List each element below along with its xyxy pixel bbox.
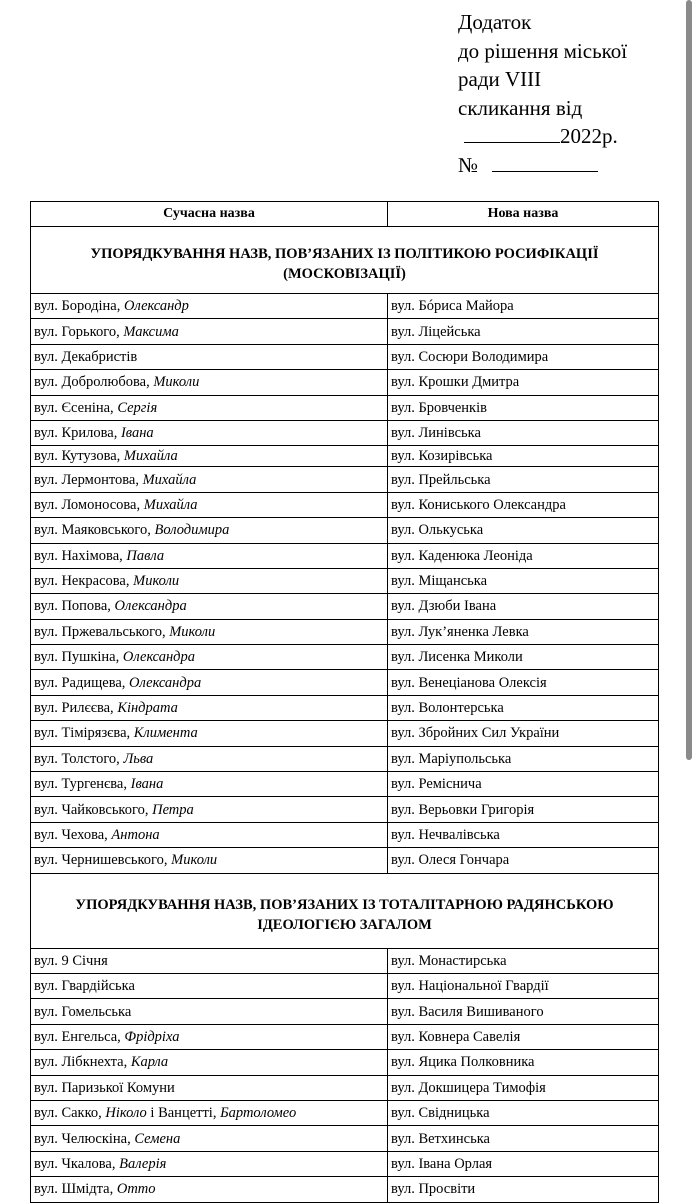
annex-line: Додаток [458, 10, 532, 34]
table-row [31, 395, 659, 420]
street-name: вул. Тімірязєва, [34, 725, 134, 742]
current-name-cell [31, 973, 388, 998]
current-name-cell [31, 370, 388, 395]
new-name-cell: вул. Нечвалівська [388, 822, 659, 847]
new-name-cell: вул. Козирівська [388, 446, 659, 467]
street-name: вул. Чернишевського, [34, 852, 172, 869]
current-name-cell [31, 467, 388, 492]
new-name-cell: вул. Кониського Олександра [388, 492, 659, 517]
person-given-name: Семена [134, 1130, 181, 1147]
table-row [31, 1075, 659, 1100]
table-row [31, 344, 659, 369]
current-name-cell [31, 420, 388, 445]
street-name: вул. Пушкіна, [34, 649, 123, 666]
annex-line: до рішення міської [458, 38, 628, 63]
table-row [31, 822, 659, 847]
person-given-name: Льва [123, 750, 154, 767]
scrollbar[interactable] [686, 0, 692, 760]
street-name: вул. Лермонтова, [34, 471, 143, 488]
new-name-cell: вул. Ковнера Савелія [388, 1024, 659, 1049]
table-row [31, 848, 659, 873]
current-name-cell [31, 822, 388, 847]
table-row [31, 670, 659, 695]
table-row [31, 594, 659, 619]
current-name-cell [31, 1177, 388, 1202]
new-name-cell: вул. Каденюка Леоніда [388, 543, 659, 568]
table-row [31, 319, 659, 344]
table-row [31, 619, 659, 644]
table-row [31, 1177, 659, 1202]
new-name-cell: вул. Крошки Дмитра [388, 370, 659, 395]
new-name-cell: вул. Линівська [388, 420, 659, 445]
section-header-row [31, 873, 659, 948]
new-name-cell: вул. Лисенка Миколи [388, 645, 659, 670]
current-name-cell [31, 344, 388, 369]
current-name-cell [31, 1024, 388, 1049]
current-name-cell [31, 594, 388, 619]
street-name: вул. Горького, [34, 323, 124, 340]
street-name: вул. Чайковського, [34, 801, 153, 818]
street-name: вул. Чкалова, [34, 1155, 120, 1172]
current-name-cell [31, 746, 388, 771]
section-title: УПОРЯДКУВАННЯ НАЗВ, ПОВ’ЯЗАНИХ ІЗ ПОЛІТИКОЮ РОСИФІКАЦІЇ (МОСКОВІЗАЦІЇ) [31, 227, 659, 294]
person-given-name: Бартоломео [220, 1105, 297, 1122]
annex-number-line [458, 151, 627, 180]
number-sign: № [458, 152, 479, 177]
new-name-cell: вул. Міщанська [388, 568, 659, 593]
current-name-cell [31, 518, 388, 543]
new-name-cell: вул. Збройних Сил України [388, 721, 659, 746]
street-name: вул. Лібкнехта, [34, 1054, 131, 1071]
person-given-name: Кіндрата [117, 700, 178, 717]
table-row [31, 294, 659, 319]
table-row [31, 446, 659, 467]
current-name-cell [31, 1100, 388, 1125]
street-name-part: і Ванцетті, [146, 1105, 221, 1122]
current-name-cell [31, 797, 388, 822]
annex-date-line [458, 122, 627, 151]
new-name-cell: вул. Волонтерська [388, 695, 659, 720]
street-name: вул. Гвардійська [34, 978, 135, 995]
person-given-name: Михайла [142, 471, 197, 488]
table-row [31, 492, 659, 517]
street-name: вул. 9 Січня [34, 952, 108, 969]
table-row [31, 420, 659, 445]
current-name-cell [31, 670, 388, 695]
table-row [31, 746, 659, 771]
current-name-cell [31, 492, 388, 517]
new-name-cell: вул. Маріупольська [388, 746, 659, 771]
person-given-name: Олександра [122, 649, 196, 666]
street-name: вул. Добролюбова, [34, 374, 154, 391]
new-name-cell: вул. Прейльська [388, 467, 659, 492]
person-given-name: Павла [126, 547, 165, 564]
person-given-name: Олександр [123, 298, 189, 315]
table-row [31, 1151, 659, 1176]
new-name-cell: вул. Олеся Гончара [388, 848, 659, 873]
new-name-cell: вул. Олькуська [388, 518, 659, 543]
current-name-cell [31, 319, 388, 344]
street-name: вул. Челюскіна, [34, 1130, 135, 1147]
new-name-cell: вул. Яцика Полковника [388, 1050, 659, 1075]
street-name: вул. Бородіна, [34, 298, 124, 315]
current-name-cell [31, 568, 388, 593]
table-row [31, 1024, 659, 1049]
section-header-row [31, 227, 659, 294]
new-name-cell: вул. Докшицера Тимофія [388, 1075, 659, 1100]
person-given-name: Карла [130, 1054, 169, 1071]
current-name-cell [31, 772, 388, 797]
table-row [31, 1100, 659, 1125]
current-name-cell [31, 1151, 388, 1176]
street-name: вул. Рилєєва, [34, 700, 118, 717]
new-name-cell: вул. Просвіти [388, 1177, 659, 1202]
person-given-name: Миколи [169, 623, 216, 640]
table-row [31, 467, 659, 492]
renaming-table [30, 201, 659, 1203]
street-name: вул. Кутузова, [34, 448, 124, 465]
annex-note [458, 8, 627, 179]
current-name-cell [31, 1050, 388, 1075]
street-name: вул. Попова, [34, 598, 115, 615]
current-name-cell [31, 446, 388, 467]
street-name: вул. Толстого, [34, 750, 124, 767]
street-name: вул. Гомельська [34, 1003, 132, 1020]
street-name: вул. Шмідта, [34, 1181, 117, 1198]
current-name-cell [31, 695, 388, 720]
street-name: вул. Нахімова, [34, 547, 127, 564]
street-name: вул. Чехова, [34, 827, 112, 843]
table-row [31, 1050, 659, 1075]
person-given-name: Миколи [133, 573, 180, 590]
new-name-cell: вул. Дзюби Івана [388, 594, 659, 619]
new-name-cell: вул. Івана Орлая [388, 1151, 659, 1176]
new-name-cell: вул. Лук’яненка Левка [388, 619, 659, 644]
person-given-name: Сергія [117, 399, 158, 416]
current-name-cell [31, 948, 388, 973]
person-given-name: Михайла [123, 448, 178, 465]
date-blank [464, 122, 560, 143]
new-name-cell: вул. Сосюри Володимира [388, 344, 659, 369]
number-blank [492, 151, 598, 172]
new-name-cell: вул. Ліцейська [388, 319, 659, 344]
annex-line: ради VIII [458, 67, 542, 91]
new-name-cell: вул. Реміснича [388, 772, 659, 797]
current-name-cell [31, 543, 388, 568]
current-name-cell [31, 999, 388, 1024]
table-row [31, 721, 659, 746]
person-given-name: Климента [133, 725, 198, 742]
table-row [31, 772, 659, 797]
street-name: вул. Маяковського, [34, 522, 155, 539]
person-given-name: Миколи [153, 374, 200, 391]
person-given-name: Івана [130, 776, 164, 793]
street-name: вул. Паризької Комуни [34, 1079, 175, 1096]
new-name-cell: вул. Верьовки Григорія [388, 797, 659, 822]
person-given-name: Отто [116, 1181, 156, 1198]
new-name-cell: вул. Монастирська [388, 948, 659, 973]
street-name: вул. Ломоносова, [34, 496, 144, 513]
person-given-name: Олександра [114, 598, 187, 615]
table-row [31, 370, 659, 395]
new-name-cell: вул. Ветхинська [388, 1126, 659, 1151]
person-given-name: Олександра [129, 674, 202, 691]
section-title: УПОРЯДКУВАННЯ НАЗВ, ПОВ’ЯЗАНИХ ІЗ ТОТАЛІТАРНОЮ РАДЯНСЬКОЮ ІДЕОЛОГІЄЮ ЗАГАЛОМ [31, 873, 659, 948]
new-name-cell: вул. Свідницька [388, 1100, 659, 1125]
street-name: вул. Енгельса, [34, 1028, 125, 1045]
street-name: вул. Некрасова, [34, 573, 134, 590]
date-suffix: 2022р. [560, 124, 618, 148]
table-row [31, 948, 659, 973]
table-row [31, 1126, 659, 1151]
current-name-cell [31, 395, 388, 420]
street-name: вул. Пржевальського, [34, 623, 170, 640]
person-given-name: Максима [123, 323, 179, 340]
table-row [31, 645, 659, 670]
person-given-name: Валерія [119, 1155, 167, 1172]
table-row [31, 695, 659, 720]
person-given-name: Миколи [171, 852, 218, 869]
current-name-cell [31, 294, 388, 319]
new-name-cell: вул. Василя Вишиваного [388, 999, 659, 1024]
new-name-cell: вул. Бровченків [388, 395, 659, 420]
new-name-cell: вул. Венеціанова Олексія [388, 670, 659, 695]
table-header-row [31, 202, 659, 227]
new-name-cell: вул. Національної Гвардії [388, 973, 659, 998]
person-given-name: Ніколо [105, 1105, 147, 1122]
current-name-cell [31, 721, 388, 746]
table-row [31, 973, 659, 998]
current-name-cell [31, 848, 388, 873]
street-name: вул. Тургенєва, [34, 776, 131, 793]
annex-line: скликання від [458, 95, 583, 120]
table-body [31, 227, 659, 1203]
current-name-cell [31, 1075, 388, 1100]
new-name-cell: вул. Бóриса Майора [388, 294, 659, 319]
person-given-name: Михайла [143, 496, 198, 513]
street-name: вул. Крилова, [34, 425, 121, 442]
street-name: вул. Сакко, [34, 1105, 106, 1122]
current-name-cell [31, 1126, 388, 1151]
table-row [31, 568, 659, 593]
person-given-name: Володимира [154, 522, 230, 539]
person-given-name: Антона [111, 827, 160, 843]
person-given-name: Фрідріха [124, 1028, 180, 1045]
table-row [31, 518, 659, 543]
person-given-name: Івана [120, 425, 154, 442]
header-current-name: Сучасна назва [31, 202, 388, 227]
table-row [31, 797, 659, 822]
person-given-name: Петра [152, 801, 194, 818]
table-row [31, 543, 659, 568]
current-name-cell [31, 619, 388, 644]
table-row [31, 999, 659, 1024]
street-name: вул. Радищева, [34, 674, 130, 691]
header-new-name: Нова назва [388, 202, 659, 227]
street-name: вул. Декабристів [34, 348, 138, 365]
current-name-cell [31, 645, 388, 670]
street-name: вул. Єсеніна, [34, 399, 118, 416]
